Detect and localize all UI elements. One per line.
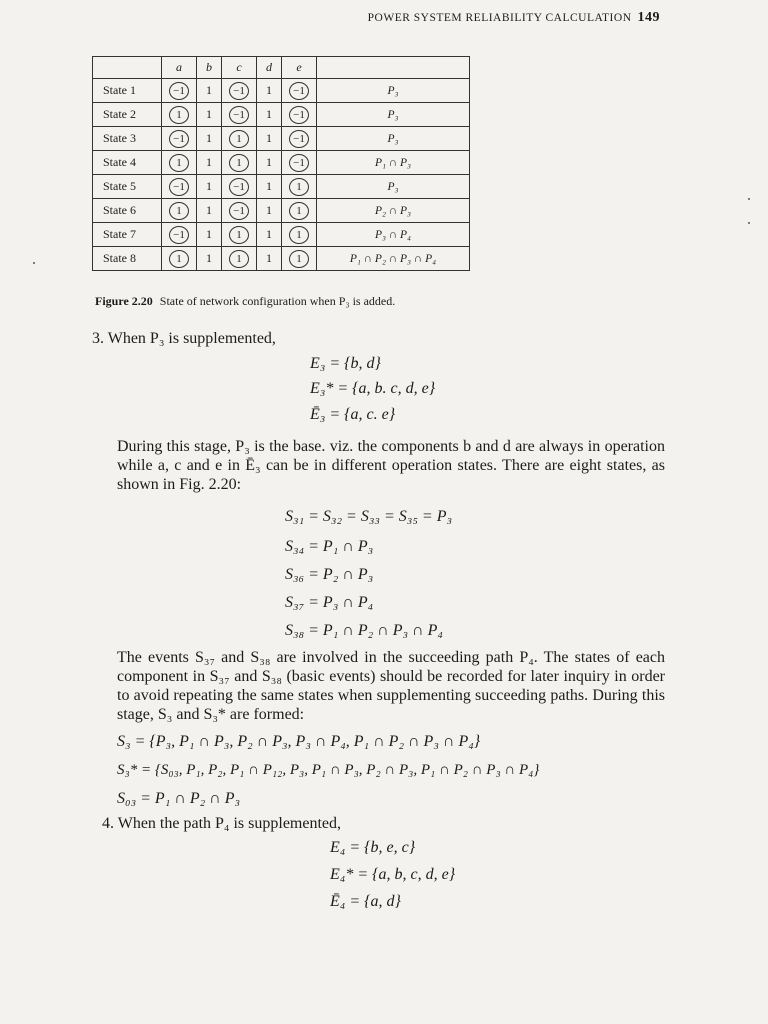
running-header — [300, 10, 660, 26]
table-row — [93, 151, 470, 175]
state-label: State 3 — [93, 127, 162, 151]
scan-speck — [33, 262, 35, 264]
state-value: 1 — [206, 203, 212, 217]
state-value: −1 — [169, 178, 189, 196]
state-value: −1 — [289, 130, 309, 148]
state-label: State 1 — [93, 79, 162, 103]
state-cell-c — [222, 247, 257, 271]
eq-e4-star: E₄* = {a, b, c, d, e} — [330, 866, 456, 883]
corner-cell — [93, 57, 162, 79]
state-value: 1 — [266, 83, 272, 97]
state-cell-e — [282, 175, 317, 199]
path-cell: P₃ — [317, 103, 470, 127]
state-cell-d — [257, 127, 282, 151]
state-cell-a — [162, 103, 197, 127]
state-cell-c — [222, 175, 257, 199]
state-value: 1 — [206, 179, 212, 193]
state-value: −1 — [229, 178, 249, 196]
state-value: 1 — [206, 155, 212, 169]
table-row — [93, 247, 470, 271]
state-cell-c — [222, 199, 257, 223]
state-label: State 2 — [93, 103, 162, 127]
state-value: 1 — [229, 154, 249, 172]
state-value: 1 — [229, 250, 249, 268]
state-value: 1 — [206, 131, 212, 145]
table-row — [93, 127, 470, 151]
state-value: 1 — [266, 155, 272, 169]
table-row — [93, 223, 470, 247]
state-label: State 5 — [93, 175, 162, 199]
eq-s31: S₃₁ = S₃₂ = S₃₃ = S₃₅ = P₃ — [285, 508, 453, 525]
state-cell-d — [257, 199, 282, 223]
state-label: State 6 — [93, 199, 162, 223]
eq-e4: E₄ = {b, e, c} — [330, 839, 416, 856]
path-cell: P₃ ∩ P₄ — [317, 223, 470, 247]
eq-s36: S₃₆ = P₂ ∩ P₃ — [285, 566, 374, 583]
table-body — [93, 79, 470, 271]
eq-set-s3: S₃ = {P₃, P₁ ∩ P₃, P₂ ∩ P₃, P₃ ∩ P₄, P₁ ∩ P₂ ∩ P₃ ∩ P₄} — [117, 733, 481, 750]
path-cell: P₁ ∩ P₂ ∩ P₃ ∩ P₄ — [317, 247, 470, 271]
state-value: 1 — [229, 226, 249, 244]
state-value: 1 — [206, 227, 212, 241]
state-value: 1 — [289, 178, 309, 196]
state-value: 1 — [206, 83, 212, 97]
state-cell-e — [282, 151, 317, 175]
state-cell-d — [257, 223, 282, 247]
path-cell: P₂ ∩ P₃ — [317, 199, 470, 223]
state-cell-d — [257, 79, 282, 103]
state-value: −1 — [289, 82, 309, 100]
table-row — [93, 103, 470, 127]
path-cell: P₁ ∩ P₃ — [317, 151, 470, 175]
eq-s38: S₃₈ = P₁ ∩ P₂ ∩ P₃ ∩ P₄ — [285, 622, 443, 639]
paragraph-step3-events: The events S₃₇ and S₃₈ are involved in the succeeding path P₄. The states of each component in S₃₇ and S₃₈ (basic events) should be recorded for later inquiry in order to avoid repeating the same states when supplementing succeeding paths. During this stage, S₃ and S₃* are formed: — [117, 649, 665, 723]
state-value: 1 — [169, 250, 189, 268]
state-cell-a — [162, 79, 197, 103]
state-cell-e — [282, 199, 317, 223]
eq-s03: S₀₃ = P₁ ∩ P₂ ∩ P₃ — [117, 790, 241, 807]
state-cell-e — [282, 79, 317, 103]
state-value: −1 — [169, 226, 189, 244]
table-row — [93, 175, 470, 199]
table-header-row — [93, 57, 470, 79]
scan-speck — [748, 198, 750, 200]
state-value: −1 — [169, 82, 189, 100]
eq-e3-star: E₃* = {a, b. c, d, e} — [310, 380, 436, 397]
state-value: 1 — [206, 251, 212, 265]
eq-e3: E₃ = {b, d} — [310, 355, 381, 372]
state-value: 1 — [206, 107, 212, 121]
state-cell-e — [282, 247, 317, 271]
state-cell-d — [257, 247, 282, 271]
figure-caption — [95, 294, 395, 309]
state-cell-a — [162, 199, 197, 223]
state-cell-a — [162, 223, 197, 247]
state-cell-c — [222, 223, 257, 247]
state-value: 1 — [289, 202, 309, 220]
state-cell-b — [197, 175, 222, 199]
page-number: 149 — [637, 10, 660, 25]
state-value: 1 — [266, 107, 272, 121]
state-value: 1 — [169, 154, 189, 172]
state-value: 1 — [289, 226, 309, 244]
state-cell-e — [282, 127, 317, 151]
step3-intro: 3. When P₃ is supplemented, — [92, 330, 276, 347]
paragraph-step3-base: During this stage, P₃ is the base. viz. the components b and d are always in operation while a, c and e in Ē₃ can be in different operation states. There are eight states, as shown in Fig. 2.20: — [117, 438, 665, 493]
running-title: POWER SYSTEM RELIABILITY CALCULATION — [367, 12, 632, 24]
state-value: −1 — [289, 106, 309, 124]
path-cell: P₃ — [317, 175, 470, 199]
state-cell-a — [162, 175, 197, 199]
state-cell-b — [197, 199, 222, 223]
state-label: State 7 — [93, 223, 162, 247]
state-cell-b — [197, 79, 222, 103]
state-value: −1 — [229, 106, 249, 124]
caption-text: State of network configuration when P₃ is added. — [159, 294, 396, 308]
state-cell-c — [222, 79, 257, 103]
state-cell-e — [282, 103, 317, 127]
col-header-a: a — [162, 57, 197, 79]
path-cell: P₃ — [317, 127, 470, 151]
state-cell-b — [197, 127, 222, 151]
state-value: 1 — [169, 106, 189, 124]
scan-speck — [748, 222, 750, 224]
step4-intro: 4. When the path P₄ is supplemented, — [102, 815, 342, 832]
state-cell-b — [197, 151, 222, 175]
eq-e4-bar: Ē₄ = {a, d} — [330, 893, 401, 910]
state-cell-b — [197, 247, 222, 271]
state-value: 1 — [266, 251, 272, 265]
state-cell-b — [197, 223, 222, 247]
table-row — [93, 199, 470, 223]
state-cell-e — [282, 223, 317, 247]
col-header-b: b — [197, 57, 222, 79]
state-value: 1 — [266, 131, 272, 145]
state-table — [92, 56, 470, 271]
state-value: 1 — [169, 202, 189, 220]
state-cell-d — [257, 151, 282, 175]
state-value: −1 — [229, 202, 249, 220]
state-cell-b — [197, 103, 222, 127]
state-cell-d — [257, 103, 282, 127]
path-header — [317, 57, 470, 79]
caption-label: Figure 2.20 — [95, 294, 153, 308]
col-header-c: c — [222, 57, 257, 79]
state-cell-d — [257, 175, 282, 199]
state-value: −1 — [169, 130, 189, 148]
state-value: 1 — [266, 227, 272, 241]
path-cell: P₃ — [317, 79, 470, 103]
col-header-d: d — [257, 57, 282, 79]
state-cell-c — [222, 127, 257, 151]
col-header-e: e — [282, 57, 317, 79]
eq-s34: S₃₄ = P₁ ∩ P₃ — [285, 538, 374, 555]
state-value: −1 — [229, 82, 249, 100]
state-value: 1 — [229, 130, 249, 148]
state-label: State 8 — [93, 247, 162, 271]
eq-e3-bar: Ē₃ = {a, c. e} — [310, 406, 396, 423]
eq-set-s3-star: S₃* = {S₀₃, P₁, P₂, P₁ ∩ P₁₂, P₃, P₁ ∩ P₃, P₂ ∩ P₃, P₁ ∩ P₂ ∩ P₃ ∩ P₄} — [117, 762, 540, 778]
state-cell-a — [162, 127, 197, 151]
state-cell-a — [162, 151, 197, 175]
table-row — [93, 79, 470, 103]
state-value: −1 — [289, 154, 309, 172]
state-value: 1 — [266, 179, 272, 193]
state-value: 1 — [266, 203, 272, 217]
state-value: 1 — [289, 250, 309, 268]
eq-s37: S₃₇ = P₃ ∩ P₄ — [285, 594, 374, 611]
state-label: State 4 — [93, 151, 162, 175]
state-cell-a — [162, 247, 197, 271]
state-cell-c — [222, 151, 257, 175]
state-cell-c — [222, 103, 257, 127]
